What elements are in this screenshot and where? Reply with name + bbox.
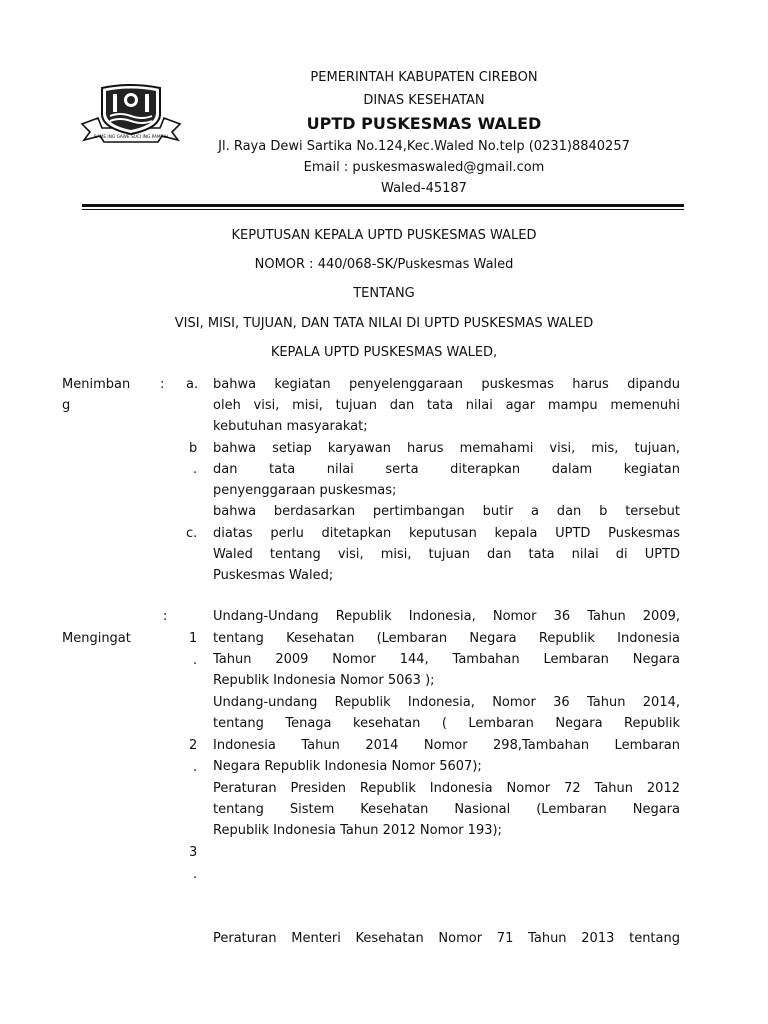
- decree-about: TENTANG: [353, 286, 415, 301]
- mengingat-line: Peraturan Presiden Republik Indonesia Nomor 72 Tahun 2012: [213, 781, 680, 796]
- menimbang-label-part1: Menimban: [62, 377, 131, 392]
- menimbang-text: [213, 374, 680, 590]
- letterhead-government: PEMERINTAH KABUPATEN CIREBON: [310, 70, 538, 85]
- mengingat-line: Peraturan Menteri Kesehatan Nomor 71 Tahun 2013 tentang: [213, 931, 680, 946]
- mengingat-marker-1: 1: [189, 631, 198, 646]
- menimbang-line: oleh visi, misi, tujuan dan tata nilai agar mampu memenuhi: [213, 398, 680, 413]
- menimbang-line: diatas perlu ditetapkan keputusan kepala UPTD Puskesmas: [213, 526, 680, 541]
- mengingat-label: Mengingat: [62, 631, 131, 646]
- menimbang-line: bahwa setiap karyawan harus memahami visi, mis, tujuan,: [213, 441, 680, 456]
- decree-number: NOMOR : 440/068-SK/Puskesmas Waled: [254, 257, 514, 272]
- decree-subject: VISI, MISI, TUJUAN, DAN TATA NILAI DI UPTD PUSKESMAS WALED: [174, 316, 594, 331]
- menimbang-line: dan tata nilai serta diterapkan dalam kegiatan: [213, 462, 680, 477]
- mengingat-line: Undang-undang Republik Indonesia, Nomor 36 Tahun 2014,: [213, 695, 680, 710]
- menimbang-marker-c: c.: [186, 526, 198, 541]
- mengingat-marker-2-dot: .: [193, 760, 198, 775]
- decree-official: KEPALA UPTD PUSKESMAS WALED,: [270, 345, 498, 360]
- mengingat-line: tentang Tenaga kesehatan ( Lembaran Negara Republik: [213, 716, 680, 731]
- mengingat-line: Republik Indonesia Tahun 2012 Nomor 193);: [213, 823, 502, 838]
- menimbang-line: penyenggaraan puskesmas;: [213, 483, 397, 498]
- mengingat-marker-3-dot: .: [193, 867, 198, 882]
- mengingat-marker-3: 3: [189, 845, 198, 860]
- letterhead-title: UPTD PUSKESMAS WALED: [306, 114, 542, 133]
- mengingat-text: [213, 606, 680, 846]
- mengingat-line: Republik Indonesia Nomor 5063 );: [213, 673, 435, 688]
- mengingat-marker-1-dot: .: [193, 653, 198, 668]
- menimbang-label-part2: g: [62, 398, 71, 413]
- menimbang-line: Waled tentang visi, misi, tujuan dan tata nilai di UPTD: [213, 547, 680, 562]
- menimbang-marker-a: a.: [186, 377, 199, 392]
- menimbang-line: bahwa kegiatan penyelenggaraan puskesmas harus dipandu: [213, 377, 680, 392]
- mengingat-line: Negara Republik Indonesia Nomor 5607);: [213, 759, 482, 774]
- svg-text:RAME ING GAWE SUCI ING PAMRIH: RAME ING GAWE SUCI ING PAMRIH: [93, 135, 169, 140]
- letterhead-divider-thick: [82, 204, 684, 207]
- decree-title: KEPUTUSAN KEPALA UPTD PUSKESMAS WALED: [231, 228, 537, 243]
- letterhead-agency: DINAS KESEHATAN: [363, 93, 485, 108]
- letterhead-address: Jl. Raya Dewi Sartika No.124,Kec.Waled No.telp (0231)8840257: [218, 139, 630, 154]
- letterhead-divider-thin: [82, 209, 684, 210]
- mengingat-line: tentang Sistem Kesehatan Nasional (Lembaran Negara: [213, 802, 680, 817]
- menimbang-marker-b: b: [189, 441, 198, 456]
- letterhead-email: Email : puskesmaswaled@gmail.com: [303, 160, 545, 175]
- menimbang-colon: :: [160, 377, 165, 392]
- menimbang-line: bahwa berdasarkan pertimbangan butir a dan b tersebut: [213, 504, 680, 519]
- mengingat-line: Undang-Undang Republik Indonesia, Nomor 36 Tahun 2009,: [213, 609, 680, 624]
- mengingat-line: tentang Kesehatan (Lembaran Negara Republik Indonesia: [213, 631, 680, 646]
- letterhead-city: Waled-45187: [381, 181, 467, 196]
- mengingat-line: Tahun 2009 Nomor 144, Tambahan Lembaran Negara: [213, 652, 680, 667]
- menimbang-line: kebutuhan masyarakat;: [213, 419, 368, 434]
- mengingat-colon: :: [163, 609, 168, 624]
- mengingat-marker-2: 2: [189, 738, 198, 753]
- menimbang-line: Puskesmas Waled;: [213, 568, 334, 583]
- menimbang-marker-b-dot: .: [193, 462, 198, 477]
- mengingat-line: Indonesia Tahun 2014 Nomor 298,Tambahan Lembaran: [213, 738, 680, 753]
